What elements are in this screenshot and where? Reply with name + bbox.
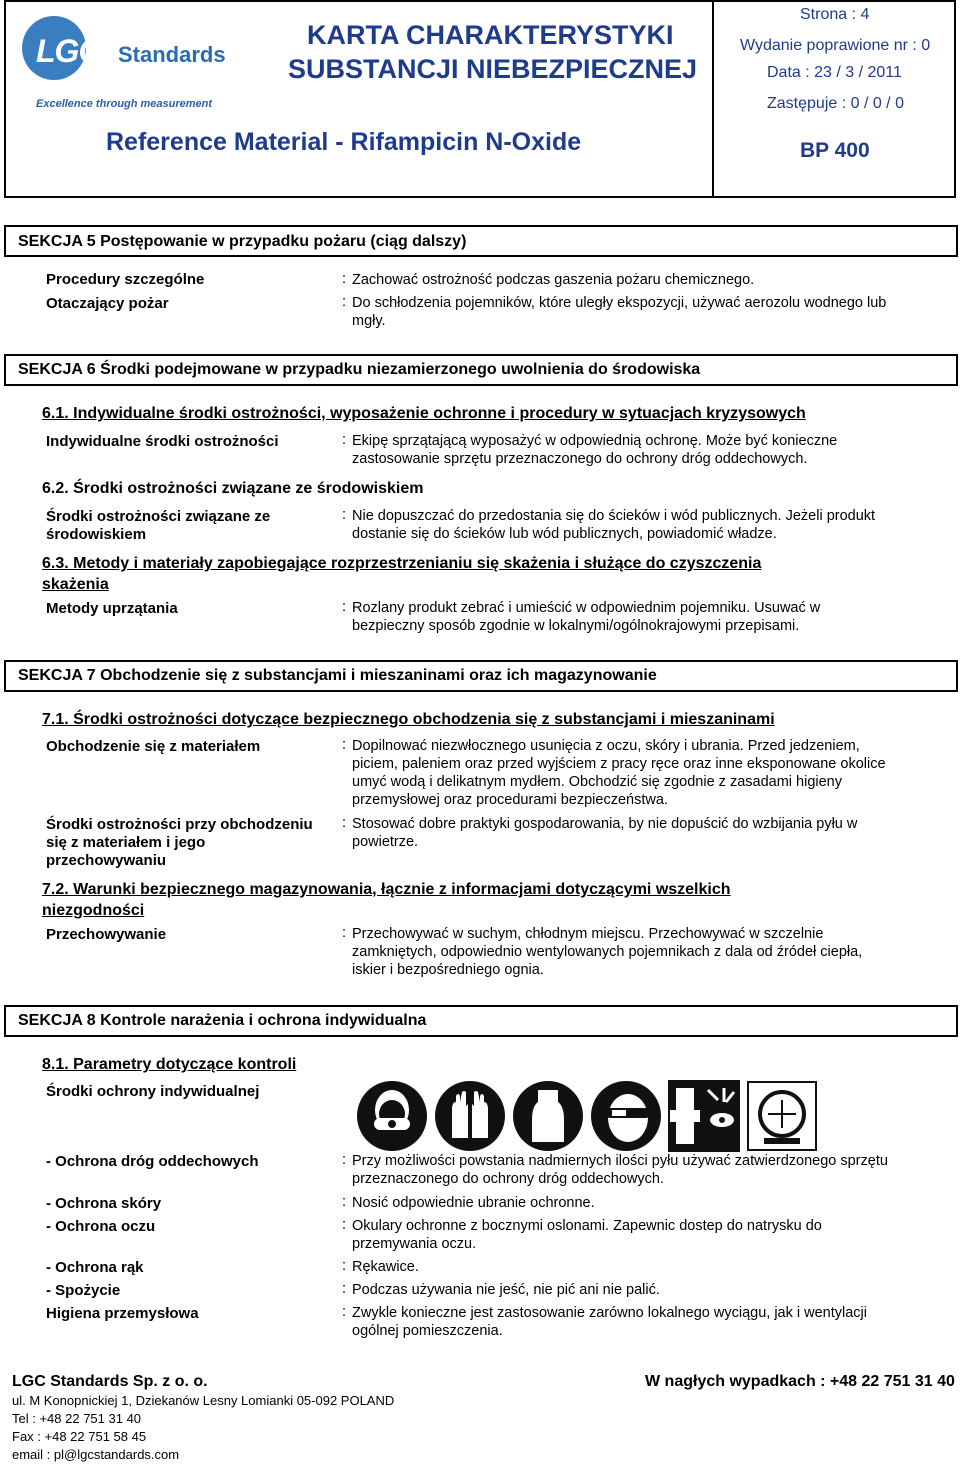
gloves-icon xyxy=(434,1080,506,1152)
text-handling-precautions-1: Stosować dobre praktyki gospodarowania, by nie dopuścić do wzbijania pyłu w xyxy=(352,816,858,832)
section-5-header xyxy=(4,225,958,257)
label-ingestion: - Spożycie xyxy=(46,1282,121,1299)
colon: : xyxy=(342,737,347,753)
text-surrounding-fire-2: mgły. xyxy=(352,313,386,329)
colon: : xyxy=(342,1152,347,1168)
text-personal-precautions-2: zastosowanie sprzętu przeznaczonego do ochrony dróg oddechowych. xyxy=(352,451,808,467)
subsection-7-2-line1: 7.2. Warunki bezpiecznego magazynowania, łącznie z informacjami dotyczącymi wszelkich xyxy=(42,881,731,898)
section-6-header xyxy=(4,354,958,386)
apron-icon xyxy=(512,1080,584,1152)
text-eyes-1: Okulary ochronne z bocznymi oslonami. Zapewnic dostep do natrysku do xyxy=(352,1218,822,1234)
subsection-7-2-line2: niezgodności xyxy=(42,902,145,919)
label-ppe: Środki ochrony indywidualnej xyxy=(46,1083,260,1100)
label-personal-precautions: Indywidualne środki ostrożności xyxy=(46,433,279,450)
label-respiratory: - Ochrona dróg oddechowych xyxy=(46,1153,259,1170)
label-cleanup-methods: Metody uprzątania xyxy=(46,600,178,617)
label-surrounding-fire: Otaczający pożar xyxy=(46,295,169,312)
colon: : xyxy=(342,1217,347,1233)
respirator-mask-icon xyxy=(356,1080,428,1152)
label-environmental-2: środowiskiem xyxy=(46,526,147,543)
lgc-logo xyxy=(10,6,240,116)
text-special-procedures: Zachować ostrożność podczas gaszenia pożaru chemicznego. xyxy=(352,272,755,288)
text-industrial-hygiene-2: ogólnej pomieszczenia. xyxy=(352,1323,503,1339)
subsection-8-1: 8.1. Parametry dotyczące kontroli xyxy=(42,1056,297,1073)
text-personal-precautions-1: Ekipę sprzątającą wyposażyć w odpowiednią ochronę. Może być konieczne xyxy=(352,433,838,449)
colon: : xyxy=(342,271,347,287)
text-industrial-hygiene-1: Zwykle konieczne jest zastosowanie zarówno lokalnego wyciągu, jak i wentylacji xyxy=(352,1305,867,1321)
footer-company: LGC Standards Sp. z o. o. xyxy=(12,1373,208,1390)
colon: : xyxy=(342,1281,347,1297)
header-divider xyxy=(712,0,714,198)
safety-shower-icon xyxy=(746,1080,818,1152)
colon: : xyxy=(342,925,347,941)
section-8-header xyxy=(4,1005,958,1037)
eyewash-icon xyxy=(668,1080,740,1152)
subsection-6-3-line2: skażenia xyxy=(42,576,109,593)
colon: : xyxy=(342,1258,347,1274)
footer-tel: Tel : +48 22 751 31 40 xyxy=(12,1411,142,1426)
doc-title-line1: KARTA CHARAKTERYSTYKI xyxy=(307,20,674,50)
text-cleanup-2: bezpieczny sposób zgodnie w lokalnymi/ogólnokrajowymi przepisami. xyxy=(352,618,800,634)
revision-date: Data : 23 / 3 / 2011 xyxy=(767,64,902,81)
label-storage: Przechowywanie xyxy=(46,926,167,943)
text-eyes-2: przemywania oczu. xyxy=(352,1236,477,1252)
text-storage-3: iskier i bezpośredniego ognia. xyxy=(352,962,544,978)
text-handling-2: piciem, paleniem oraz przed wyjściem z pracy ręce oraz inne eksponowane okolice xyxy=(352,756,886,772)
section-7-title: SEKCJA 7 Obchodzenie się z substancjami i mieszaninami oraz ich magazynowanie xyxy=(18,667,657,684)
supersedes: Zastępuje : 0 / 0 / 0 xyxy=(767,95,904,112)
label-eyes: - Ochrona oczu xyxy=(46,1218,156,1235)
subsection-6-2: 6.2. Środki ostrożności związane ze środowiskiem xyxy=(42,480,424,497)
text-surrounding-fire: Do schłodzenia pojemników, które uległy ekspozycji, używać aerozolu wodnego lub xyxy=(352,295,887,311)
logo-standards-text: Standards xyxy=(118,42,226,67)
product-name: Reference Material - Rifampicin N-Oxide xyxy=(106,128,582,156)
text-storage-2: zamkniętych, odpowiednio wentylowanych pojemnikach z dala od źródeł ciepła, xyxy=(352,944,863,960)
label-handling-precautions-1: Środki ostrożności przy obchodzeniu xyxy=(46,816,313,833)
text-storage-1: Przechowywać w suchym, chłodnym miejscu. Przechowywać w szczelnie xyxy=(352,926,824,942)
product-code: BP 400 xyxy=(800,139,870,162)
label-handling-precautions-3: przechowywaniu xyxy=(46,852,167,869)
section-6-title: SEKCJA 6 Środki podejmowane w przypadku niezamierzonego uwolnienia do środowiska xyxy=(18,361,701,378)
revision-number: Wydanie poprawione nr : 0 xyxy=(740,37,931,54)
colon: : xyxy=(342,815,347,831)
logo-lgc-text: LGC xyxy=(36,33,101,69)
text-skin: Nosić odpowiednie ubranie ochronne. xyxy=(352,1195,595,1211)
text-environmental-2: dostanie się do ścieków lub wód publicznych, powiadomić władze. xyxy=(352,526,777,542)
label-handling: Obchodzenie się z materiałem xyxy=(46,738,261,755)
subsection-7-1: 7.1. Środki ostrożności dotyczące bezpiecznego obchodzenia się z substancjami i mieszaninami xyxy=(42,711,775,728)
text-respiratory-1: Przy możliwości powstania nadmiernych ilości pyłu używać zatwierdzonego sprzętu xyxy=(352,1153,888,1169)
section-8-title: SEKCJA 8 Kontrole narażenia i ochrona indywidualna xyxy=(18,1012,427,1029)
subsection-6-3-line1: 6.3. Metody i materiały zapobiegające rozprzestrzenianiu się skażenia i służące do czyszczenia xyxy=(42,555,762,572)
colon: : xyxy=(342,507,347,523)
text-ingestion: Podczas używania nie jeść, nie pić ani nie palić. xyxy=(352,1282,660,1298)
section-5-title: SEKCJA 5 Postępowanie w przypadku pożaru (ciąg dalszy) xyxy=(18,233,467,250)
text-respiratory-2: przeznaczonego do ochrony dróg oddechowych. xyxy=(352,1171,664,1187)
doc-title-line2: SUBSTANCJI NIEBEZPIECZNEJ xyxy=(288,54,698,84)
logo-tagline: Excellence through measurement xyxy=(36,98,213,110)
footer-fax: Fax : +48 22 751 58 45 xyxy=(12,1429,147,1444)
colon: : xyxy=(342,599,347,615)
label-special-procedures: Procedury szczególne xyxy=(46,271,205,288)
label-environmental-1: Środki ostrożności związane ze xyxy=(46,508,271,525)
footer-address: ul. M Konopnickiej 1, Dziekanów Lesny Lomianki 05-092 POLAND xyxy=(12,1393,395,1408)
text-hands: Rękawice. xyxy=(352,1259,419,1275)
label-skin: - Ochrona skóry xyxy=(46,1195,162,1212)
text-handling-4: przemysłowej oraz procedurami bezpieczeństwa. xyxy=(352,792,668,808)
colon: : xyxy=(342,1304,347,1320)
text-cleanup-1: Rozlany produkt zebrać i umieścić w odpowiednim pojemniku. Usuwać w xyxy=(352,600,821,616)
label-industrial-hygiene: Higiena przemysłowa xyxy=(46,1305,199,1322)
colon: : xyxy=(342,432,347,448)
text-handling-3: umyć wodą i delikatnym mydłem. Obchodzić się zgodnie z zasadami higieny xyxy=(352,774,842,790)
page-number: Strona : 4 xyxy=(800,6,870,23)
safety-glasses-icon xyxy=(590,1080,662,1152)
colon: : xyxy=(342,294,347,310)
colon: : xyxy=(342,1194,347,1210)
text-handling-precautions-2: powietrze. xyxy=(352,834,419,850)
text-environmental-1: Nie dopuszczać do przedostania się do ścieków i wód publicznych. Jeżeli produkt xyxy=(352,508,876,524)
ppe-pictograms xyxy=(356,1080,748,1156)
footer-emergency: W nagłych wypadkach : +48 22 751 31 40 xyxy=(645,1373,955,1390)
subsection-6-1: 6.1. Indywidualne środki ostrożności, wyposażenie ochronne i procedury w sytuacjach kryzysowych xyxy=(42,405,806,422)
footer-email: email : pl@lgcstandards.com xyxy=(12,1447,180,1462)
label-handling-precautions-2: się z materiałem i jego xyxy=(46,834,206,851)
section-7-header xyxy=(4,660,958,692)
text-handling-1: Dopilnować niezwłocznego usunięcia z oczu, skóry i ubrania. Przed jedzeniem, xyxy=(352,738,860,754)
label-hands: - Ochrona rąk xyxy=(46,1259,144,1276)
